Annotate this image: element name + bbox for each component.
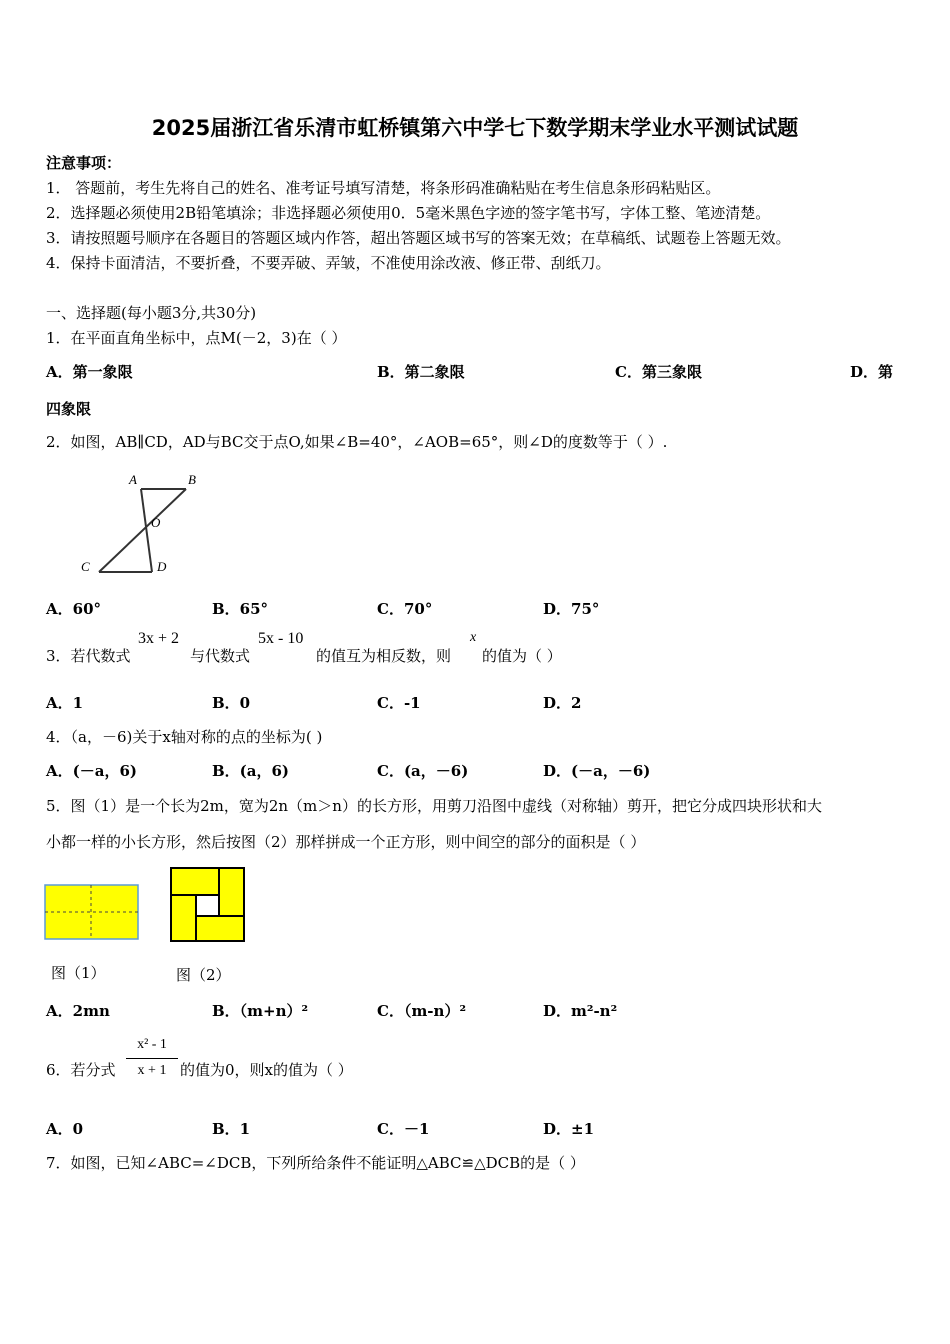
q5-figure-1-caption: 图（1） [51, 964, 106, 982]
question-1-stem: 1．在平面直角坐标中，点M(－2，3)在（ ） [46, 329, 347, 347]
q6-option-c[interactable]: C．－1 [377, 1120, 430, 1138]
label-c: C [81, 559, 90, 574]
q6-text-1: 6．若分式 [46, 1061, 116, 1079]
label-d: D [157, 559, 167, 574]
q3-text-4: 的值为（ ） [482, 647, 562, 665]
q1-option-b[interactable]: B．第二象限 [377, 363, 465, 381]
q3-text-3: 的值互为相反数，则 [316, 647, 452, 665]
question-4-stem: 4．（a，－6)关于x轴对称的点的坐标为( ) [46, 728, 323, 746]
q5-option-d[interactable]: D．m²-n² [543, 1002, 618, 1020]
q5-figure-2-caption: 图（2） [176, 966, 231, 984]
q5-figure-2 [170, 867, 246, 943]
q1-option-c[interactable]: C．第三象限 [615, 363, 702, 381]
q3-option-c[interactable]: C．-1 [377, 694, 421, 712]
q3-variable: x [470, 630, 477, 645]
q1-option-d-wrap: 四象限 [46, 400, 92, 418]
note-item: 1． 答题前，考生先将自己的姓名、准考证号填写清楚，将条形码准确粘贴在考生信息条形码粘贴区。 [46, 179, 721, 197]
q2-option-c[interactable]: C．70° [377, 600, 433, 618]
q6-denominator: x + 1 [137, 1063, 167, 1078]
q5-option-b[interactable]: B．（m+n）² [212, 1002, 309, 1020]
q5-option-a[interactable]: A．2mn [46, 1002, 110, 1020]
q3-text-2: 与代数式 [190, 647, 251, 665]
q3-option-b[interactable]: B．0 [212, 694, 251, 712]
q6-fraction-bar [126, 1058, 178, 1059]
page-title: 2025届浙江省乐清市虹桥镇第六中学七下数学期末学业水平测试试题 [151, 116, 799, 140]
q4-option-a[interactable]: A．(－a，6) [46, 762, 137, 780]
q5-option-c[interactable]: C．（m-n）² [377, 1002, 467, 1020]
note-item: 2．选择题必须使用2B铅笔填涂；非选择题必须使用0．5毫米黑色字迹的签字笔书写，字体工整、笔迹清楚。 [46, 204, 771, 222]
label-o: O [151, 515, 161, 530]
q5-figure-1 [44, 884, 140, 942]
q3-option-a[interactable]: A．1 [46, 694, 84, 712]
q4-option-b[interactable]: B．(a，6) [212, 762, 290, 780]
q6-option-b[interactable]: B．1 [212, 1120, 251, 1138]
q3-text-1: 3．若代数式 [46, 647, 131, 665]
note-item: 3．请按照题号顺序在各题目的答题区域内作答，超出答题区域书写的答案无效；在草稿纸、试题卷上答题无效。 [46, 229, 791, 247]
q1-option-d[interactable]: D．第 [850, 363, 894, 381]
question-5-line-1: 5．图（1）是一个长为2m，宽为2n（m＞n）的长方形，用剪刀沿图中虚线（对称轴）剪开，把它分成四块形状和大 [46, 797, 822, 815]
label-b: B [188, 472, 196, 487]
q2-option-a[interactable]: A．60° [46, 600, 102, 618]
q3-option-d[interactable]: D．2 [543, 694, 582, 712]
note-item: 4．保持卡面清洁，不要折叠，不要弄破、弄皱，不准使用涂改液、修正带、刮纸刀。 [46, 254, 611, 272]
q2-option-b[interactable]: B．65° [212, 600, 269, 618]
question-5-line-2: 小都一样的小长方形，然后按图（2）那样拼成一个正方形，则中间空的部分的面积是（ ） [46, 833, 646, 851]
question-7-stem: 7．如图，已知∠ABC=∠DCB，下列所给条件不能证明△ABC≌△DCB的是（ ） [46, 1154, 585, 1172]
q3-expression-1: 3x + 2 [138, 630, 180, 647]
q6-option-d[interactable]: D．±1 [543, 1120, 595, 1138]
q2-figure [75, 468, 205, 580]
q2-option-d[interactable]: D．75° [543, 600, 600, 618]
q4-option-c[interactable]: C．(a，－6) [377, 762, 469, 780]
q6-text-2: 的值为0，则x的值为（ ） [180, 1061, 353, 1079]
q4-option-d[interactable]: D．(－a，－6) [543, 762, 651, 780]
notes-heading: 注意事项： [46, 154, 122, 172]
q6-option-a[interactable]: A．0 [46, 1120, 84, 1138]
q1-option-a[interactable]: A．第一象限 [46, 363, 133, 381]
question-2-stem: 2．如图，AB∥CD，AD与BC交于点O,如果∠B=40°，∠AOB=65°，则∠D的度数等于（ ）. [46, 433, 668, 451]
section-heading: 一、选择题(每小题3分,共30分) [46, 304, 257, 322]
q3-expression-2: 5x - 10 [258, 630, 304, 647]
label-a: A [129, 472, 137, 487]
q6-numerator: x² - 1 [137, 1037, 167, 1052]
